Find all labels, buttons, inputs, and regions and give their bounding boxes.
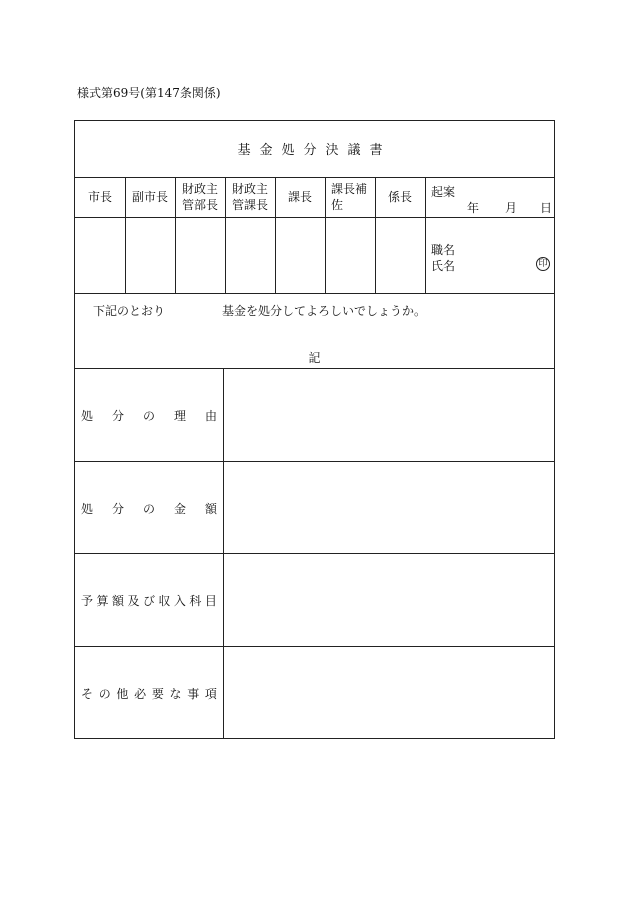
position-label: 職名	[431, 243, 456, 257]
row-label-budget: 予 算 額 及 び 収 入 科 目	[81, 594, 217, 608]
date-month-label: 月	[505, 201, 518, 215]
stamp-cell-finance-director[interactable]	[175, 218, 225, 293]
approval-header-finance-director: 財政主 管部長	[181, 182, 218, 212]
stamp-cell-deputy-mayor[interactable]	[125, 218, 175, 293]
stamp-cell-finance-section-chief[interactable]	[225, 218, 275, 293]
date-year-label: 年	[467, 201, 480, 215]
other-matters-field[interactable]	[224, 647, 554, 739]
stamp-cell-subsection-chief[interactable]	[375, 218, 425, 293]
stamp-cell-assistant-chief[interactable]	[325, 218, 375, 293]
decision-form	[74, 120, 555, 739]
approval-header-section-chief: 課長	[287, 190, 312, 204]
row-label-reason: 処 分 の 理 由	[81, 409, 217, 423]
name-label: 氏名	[431, 259, 456, 273]
approval-header-mayor: 市長	[87, 190, 112, 204]
amount-field[interactable]	[224, 462, 554, 553]
approval-header-assistant-chief: 課長補 佐	[331, 182, 368, 212]
stamp-cell-section-chief[interactable]	[275, 218, 325, 293]
reason-field[interactable]	[224, 369, 554, 461]
form-number: 様式第69号(第147条関係)	[77, 86, 221, 100]
seal-icon: 印	[536, 257, 550, 271]
budget-field[interactable]	[224, 554, 554, 646]
stamp-cell-mayor[interactable]	[75, 218, 125, 293]
divider	[425, 177, 426, 293]
approval-header-subsection-chief: 係長	[387, 190, 412, 204]
row-label-other-matters: そ の 他 必 要 な 事 項	[81, 687, 217, 701]
approval-header-deputy-mayor: 副市長	[131, 190, 168, 204]
request-text: 基金を処分してよろしいでしょうか。	[222, 304, 427, 318]
divider	[75, 177, 554, 178]
request-prefix: 下記のとおり	[93, 304, 166, 318]
form-title: 基金処分決議書	[237, 143, 392, 158]
row-label-amount: 処 分 の 金 額	[81, 502, 217, 516]
divider	[75, 293, 554, 294]
date-day-label: 日	[540, 201, 553, 215]
approval-header-finance-section-chief: 財政主 管課長	[231, 182, 268, 212]
drafter-label: 起案	[431, 185, 456, 199]
ki-label: 記	[308, 351, 321, 365]
